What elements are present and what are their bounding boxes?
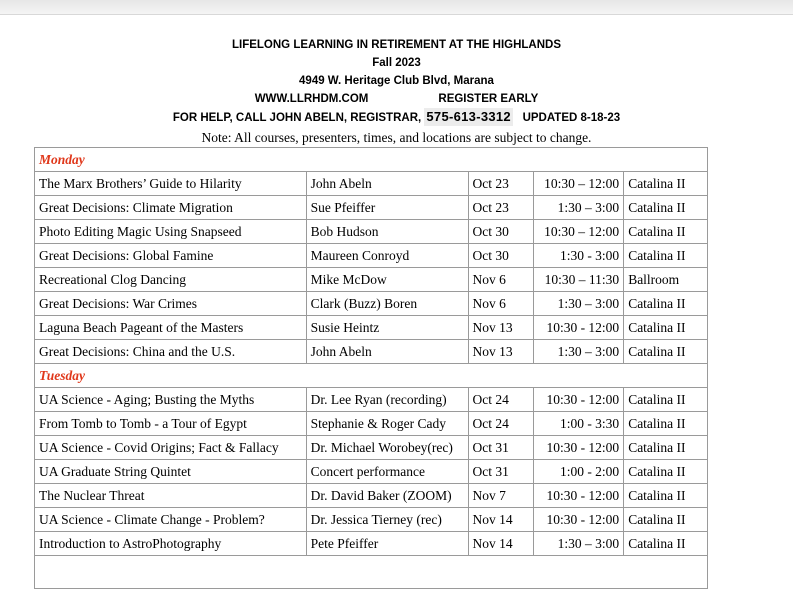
location: Catalina II bbox=[624, 244, 708, 268]
location: Catalina II bbox=[624, 484, 708, 508]
table-row bbox=[35, 196, 708, 220]
session-date: Oct 24 bbox=[468, 412, 534, 436]
help-line bbox=[0, 108, 793, 126]
course-title: The Nuclear Threat bbox=[35, 484, 307, 508]
schedule-note: Note: All courses, presenters, times, and locations are subject to change. bbox=[201, 130, 592, 145]
presenter: Dr. David Baker (ZOOM) bbox=[306, 484, 468, 508]
table-row bbox=[35, 220, 708, 244]
session-time: 1:30 – 3:00 bbox=[534, 292, 624, 316]
session-date: Nov 13 bbox=[468, 316, 534, 340]
presenter: Concert performance bbox=[306, 460, 468, 484]
course-title: UA Science - Aging; Busting the Myths bbox=[35, 388, 307, 412]
session-date: Oct 30 bbox=[468, 244, 534, 268]
table-row bbox=[35, 244, 708, 268]
table-row bbox=[35, 292, 708, 316]
empty-row bbox=[35, 556, 708, 589]
table-row bbox=[35, 460, 708, 484]
session-time: 1:00 - 2:00 bbox=[534, 460, 624, 484]
presenter: Sue Pfeiffer bbox=[306, 196, 468, 220]
table-row bbox=[35, 412, 708, 436]
table-row bbox=[35, 436, 708, 460]
presenter: John Abeln bbox=[306, 340, 468, 364]
session-date: Nov 13 bbox=[468, 340, 534, 364]
course-title: Great Decisions: Climate Migration bbox=[35, 196, 307, 220]
phone-number: 575-613-3312 bbox=[426, 109, 511, 124]
address: 4949 W. Heritage Club Blvd, Marana bbox=[299, 75, 494, 87]
monday-header-row bbox=[35, 148, 708, 172]
location: Catalina II bbox=[624, 172, 708, 196]
location: Catalina II bbox=[624, 436, 708, 460]
presenter: Dr. Michael Worobey(rec) bbox=[306, 436, 468, 460]
table-row bbox=[35, 388, 708, 412]
presenter: Dr. Jessica Tierney (rec) bbox=[306, 508, 468, 532]
session-time: 1:30 - 3:00 bbox=[534, 244, 624, 268]
tuesday-day-label: Tuesday bbox=[35, 364, 708, 388]
location: Catalina II bbox=[624, 412, 708, 436]
course-title: Great Decisions: Global Famine bbox=[35, 244, 307, 268]
table-row bbox=[35, 532, 708, 556]
session-time: 10:30 – 11:30 bbox=[534, 268, 624, 292]
document-header bbox=[0, 36, 793, 126]
course-title: Great Decisions: War Crimes bbox=[35, 292, 307, 316]
website: WWW.LLRHDM.COM bbox=[254, 93, 369, 105]
presenter: John Abeln bbox=[306, 172, 468, 196]
course-title: UA Science - Covid Origins; Fact & Fallacy bbox=[35, 436, 307, 460]
register-early: REGISTER EARLY bbox=[438, 93, 539, 105]
web-register-line bbox=[0, 90, 793, 108]
tuesday-header-row bbox=[35, 364, 708, 388]
location: Catalina II bbox=[624, 316, 708, 340]
session-date: Nov 14 bbox=[468, 532, 534, 556]
session-time: 10:30 - 12:00 bbox=[534, 484, 624, 508]
window-top-bar bbox=[0, 0, 793, 15]
course-title: UA Graduate String Quintet bbox=[35, 460, 307, 484]
course-title: Recreational Clog Dancing bbox=[35, 268, 307, 292]
session-date: Nov 6 bbox=[468, 292, 534, 316]
presenter: Clark (Buzz) Boren bbox=[306, 292, 468, 316]
term: Fall 2023 bbox=[372, 57, 421, 69]
session-time: 1:30 – 3:00 bbox=[534, 532, 624, 556]
session-date: Oct 31 bbox=[468, 436, 534, 460]
presenter: Stephanie & Roger Cady bbox=[306, 412, 468, 436]
session-time: 10:30 – 12:00 bbox=[534, 220, 624, 244]
course-title: Photo Editing Magic Using Snapseed bbox=[35, 220, 307, 244]
session-date: Nov 7 bbox=[468, 484, 534, 508]
updated-date: UPDATED 8-18-23 bbox=[522, 112, 621, 124]
presenter: Pete Pfeiffer bbox=[306, 532, 468, 556]
table-row bbox=[35, 172, 708, 196]
presenter: Dr. Lee Ryan (recording) bbox=[306, 388, 468, 412]
session-time: 1:30 – 3:00 bbox=[534, 340, 624, 364]
session-time: 10:30 - 12:00 bbox=[534, 508, 624, 532]
location: Catalina II bbox=[624, 508, 708, 532]
session-date: Oct 31 bbox=[468, 460, 534, 484]
monday-day-label: Monday bbox=[35, 148, 708, 172]
table-row bbox=[35, 268, 708, 292]
course-title: Laguna Beach Pageant of the Masters bbox=[35, 316, 307, 340]
session-time: 10:30 – 12:00 bbox=[534, 172, 624, 196]
session-time: 10:30 - 12:00 bbox=[534, 316, 624, 340]
presenter: Maureen Conroyd bbox=[306, 244, 468, 268]
session-time: 10:30 - 12:00 bbox=[534, 388, 624, 412]
presenter: Bob Hudson bbox=[306, 220, 468, 244]
location: Catalina II bbox=[624, 532, 708, 556]
session-date: Nov 6 bbox=[468, 268, 534, 292]
location: Catalina II bbox=[624, 196, 708, 220]
presenter: Mike McDow bbox=[306, 268, 468, 292]
course-title: From Tomb to Tomb - a Tour of Egypt bbox=[35, 412, 307, 436]
course-title: UA Science - Climate Change - Problem? bbox=[35, 508, 307, 532]
location: Catalina II bbox=[624, 220, 708, 244]
location: Catalina II bbox=[624, 340, 708, 364]
org-title: LIFELONG LEARNING IN RETIREMENT AT THE HIGHLANDS bbox=[231, 39, 562, 51]
location: Ballroom bbox=[624, 268, 708, 292]
help-text: FOR HELP, CALL JOHN ABELN, REGISTRAR, bbox=[172, 112, 422, 124]
session-date: Oct 23 bbox=[468, 172, 534, 196]
location: Catalina II bbox=[624, 292, 708, 316]
session-date: Oct 23 bbox=[468, 196, 534, 220]
location: Catalina II bbox=[624, 388, 708, 412]
session-time: 1:30 – 3:00 bbox=[534, 196, 624, 220]
table-row bbox=[35, 484, 708, 508]
session-date: Oct 24 bbox=[468, 388, 534, 412]
table-row bbox=[35, 316, 708, 340]
session-time: 10:30 - 12:00 bbox=[534, 436, 624, 460]
session-date: Oct 30 bbox=[468, 220, 534, 244]
empty-cell bbox=[35, 556, 708, 589]
table-row bbox=[35, 508, 708, 532]
course-title: The Marx Brothers’ Guide to Hilarity bbox=[35, 172, 307, 196]
course-title: Introduction to AstroPhotography bbox=[35, 532, 307, 556]
location: Catalina II bbox=[624, 460, 708, 484]
presenter: Susie Heintz bbox=[306, 316, 468, 340]
course-title: Great Decisions: China and the U.S. bbox=[35, 340, 307, 364]
schedule-table bbox=[34, 147, 708, 589]
session-time: 1:00 - 3:30 bbox=[534, 412, 624, 436]
session-date: Nov 14 bbox=[468, 508, 534, 532]
table-row bbox=[35, 340, 708, 364]
